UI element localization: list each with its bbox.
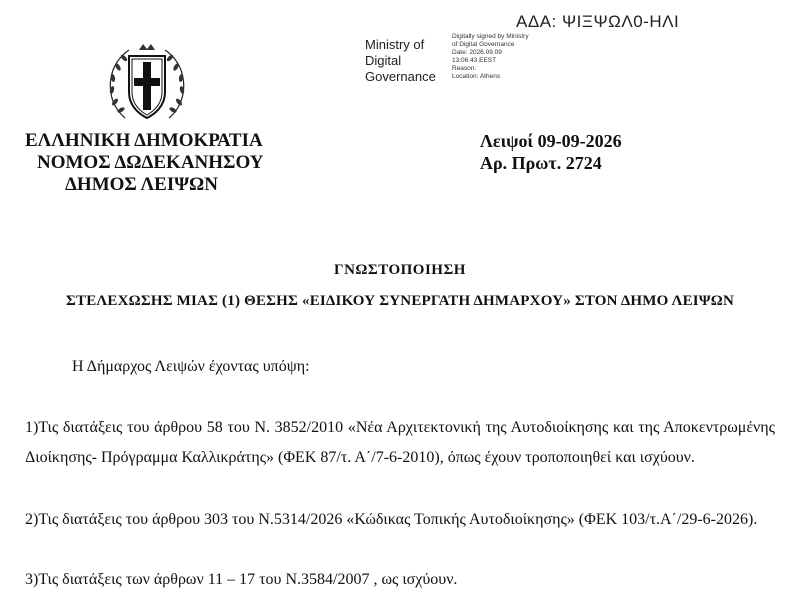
body-paragraph: 1)Τις διατάξεις του άρθρου 58 του Ν. 3852/2010 «Νέα Αρχιτεκτονική της Αυτοδιοίκησης και της Αποκεντρωμένης Διοίκησης- Πρόγραμμα Καλλικράτης» (ΦΕΚ 87/τ. Α΄/7-6-2010), όπως έχουν τροποποιηθεί και ισχύουν.	[25, 419, 775, 466]
sig-detail-line: 13:06:43 EEST	[452, 57, 497, 64]
sig-detail-line: Location: Athens	[452, 73, 501, 80]
sig-org-line: Ministry of	[365, 37, 425, 52]
greek-coat-of-arms-icon	[103, 40, 191, 126]
sig-org-line: Governance	[365, 69, 436, 84]
digital-signature-details	[452, 33, 529, 81]
document-date: Λειψοί 09-09-2026	[480, 131, 622, 151]
digital-signature-org	[365, 37, 436, 85]
sig-detail-line: Digitally signed by Ministry	[452, 33, 529, 40]
protocol-number: Αρ. Πρωτ. 2724	[480, 153, 602, 173]
intro-line: Η Δήμαρχος Λειψών έχοντας υπόψη:	[72, 358, 310, 375]
issuer-prefecture: ΝΟΜΟΣ ΔΩΔΕΚΑΝΗΣΟΥ	[37, 152, 264, 173]
issuer-municipality: ΔΗΜΟΣ ΛΕΙΨΩΝ	[65, 174, 218, 195]
notice-subject: ΣΤΕΛΕΧΩΣΗΣ ΜΙΑΣ (1) ΘΕΣΗΣ «ΕΙΔΙΚΟΥ ΣΥΝΕΡΓΑΤΗ ΔΗΜΑΡΧΟΥ» ΣΤΟΝ ΔΗΜΟ ΛΕΙΨΩΝ	[66, 293, 734, 309]
body-paragraph: 2)Τις διατάξεις του άρθρου 303 του Ν.5314/2026 «Κώδικας Τοπικής Αυτοδιοίκησης» (ΦΕΚ 103/τ.Α΄/29-6-2026).	[25, 511, 758, 528]
sig-detail-line: of Digital Governance	[452, 41, 515, 48]
sig-detail-line: Reason:	[452, 65, 477, 72]
issuer-header	[25, 130, 295, 196]
sig-org-line: Digital	[365, 53, 402, 68]
body-paragraph: 3)Τις διατάξεις των άρθρων 11 – 17 του Ν.3584/2007 , ως ισχύουν.	[25, 571, 458, 588]
issuer-republic: ΕΛΛΗΝΙΚΗ ΔΗΜΟΚΡΑΤΙΑ	[25, 130, 263, 151]
ada-code: ΑΔΑ: ΨΙΞΨΩΛ0-ΗΛΙ	[516, 12, 680, 31]
notice-title: ΓΝΩΣΤΟΠΟΙΗΣΗ	[334, 262, 466, 278]
sig-detail-line: Date: 2026.09.09	[452, 49, 502, 56]
document-reference	[480, 130, 622, 174]
